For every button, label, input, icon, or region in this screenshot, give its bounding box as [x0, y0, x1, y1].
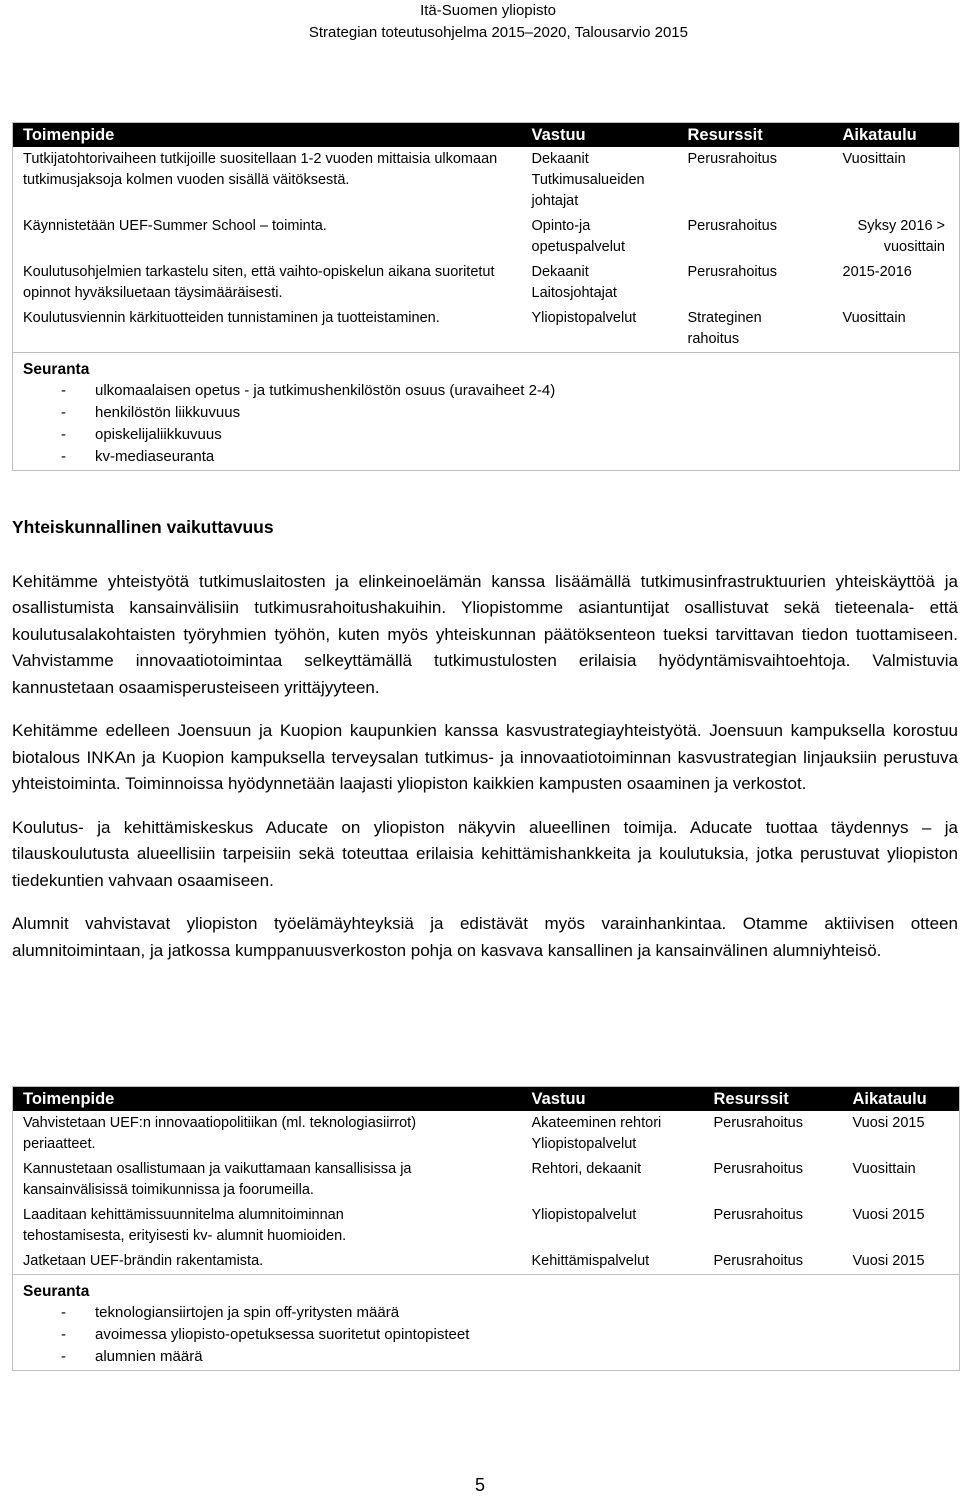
cell-aikataulu: Vuosittain — [842, 310, 906, 326]
cell-resurssit: Perusrahoitus — [687, 218, 777, 234]
cell-vastuu: Yliopistopalvelut — [531, 1207, 637, 1223]
table-row — [13, 260, 960, 306]
cell-resurssit: Perusrahoitus — [687, 151, 777, 167]
list-item: - teknologiansiirtojen ja spin off-yritysten määrä — [23, 1302, 949, 1324]
page-number: 5 — [474, 1475, 485, 1495]
list-item: - opiskelijaliikkuvuus — [23, 424, 949, 446]
cell-resurssit: Strateginen rahoitus — [687, 310, 762, 347]
cell-aikataulu: Vuosi 2015 — [852, 1115, 925, 1131]
column-header-toimenpide: Toimenpide — [13, 123, 522, 148]
seuranta-list — [23, 380, 949, 468]
cell-aikataulu: Vuosi 2015 — [852, 1253, 925, 1269]
column-header-aikataulu: Aikataulu — [843, 1087, 960, 1112]
table-row — [13, 1249, 960, 1275]
cell-aikataulu: Vuosittain — [852, 1161, 916, 1177]
cell-toimenpide: Koulutusviennin kärkituotteiden tunnistaminen ja tuotteistaminen. — [23, 310, 440, 326]
header-document-title: Strategian toteutusohjelma 2015–2020, Talousarvio 2015 — [308, 24, 688, 41]
page-header — [0, 0, 960, 44]
cell-vastuu: Rehtori, dekaanit — [531, 1161, 642, 1177]
seuranta-list — [23, 1302, 949, 1368]
paragraph: Alumnit vahvistavat yliopiston työelämäyhteyksiä ja edistävät myös varainhankintaa. Otamme aktiivisen otteen alumnitoimintaan, ja jatkossa kumppanuusverkoston pohja on kasvava kansallinen ja kansainvälinen alumniyhteisö. — [12, 914, 958, 960]
cell-toimenpide: Koulutusohjelmien tarkastelu siten, että vaihto-opiskelun aikana suoritetut opinnot hyväksiluetaan täysimääräisesti. — [23, 264, 495, 301]
action-table-1 — [12, 122, 960, 471]
cell-resurssit: Perusrahoitus — [713, 1207, 803, 1223]
column-header-vastuu: Vastuu — [522, 1087, 704, 1112]
cell-vastuu: Kehittämispalvelut — [531, 1253, 650, 1269]
cell-toimenpide: Tutkijatohtorivaiheen tutkijoille suositellaan 1-2 vuoden mittaisia ulkomaan tutkimusjaksoja kolmen vuoden sisällä väitöksestä. — [23, 151, 498, 188]
seuranta-title: Seuranta — [23, 1283, 90, 1300]
list-item: - ulkomaalaisen opetus - ja tutkimushenkilöstön osuus (uravaiheet 2-4) — [23, 380, 949, 402]
seuranta-row — [13, 1275, 960, 1371]
cell-toimenpide: Käynnistetään UEF-Summer School – toiminta. — [23, 218, 327, 234]
list-item: - henkilöstön liikkuvuus — [23, 402, 949, 424]
cell-vastuu: Opinto-ja opetuspalvelut — [531, 218, 626, 255]
seuranta-row — [13, 353, 960, 471]
column-header-resurssit: Resurssit — [678, 123, 833, 148]
column-header-resurssit: Resurssit — [704, 1087, 843, 1112]
section-social-impact — [12, 514, 958, 981]
list-item: - alumnien määrä — [23, 1346, 949, 1368]
cell-vastuu: Akateeminen rehtori Yliopistopalvelut — [531, 1115, 662, 1152]
cell-toimenpide: Vahvistetaan UEF:n innovaatiopolitiikan (ml. teknologiasiirrot) periaatteet. — [23, 1115, 417, 1152]
cell-resurssit: Perusrahoitus — [713, 1115, 803, 1131]
cell-vastuu: Dekaanit Laitosjohtajat — [531, 264, 617, 301]
section-title: Yhteiskunnallinen vaikuttavuus — [12, 517, 274, 537]
paragraph: Kehitämme yhteistyötä tutkimuslaitosten ja elinkeinoelämän kanssa lisäämällä tutkimusinfrastruktuurien yhteiskäyttöä ja osallistumista kansainvälisiin tutkimusrahoitushakuihin. Yliopistomme asiantuntijat osallistuvat sekä tieteenala- että koulutusalakohtaisten työryhmien työhön, kuten myös yhteiskunnan päätöksenteon tueksi tarvittavan tiedon tuottamiseen. Vahvistamme innovaatiotoimintaa selkeyttämällä tutkimustulosten erilaisia hyödyntämisvaihtoehtoja. Valmistuvia kannustetaan osaamisperusteiseen yrittäjyyteen. — [12, 571, 958, 697]
list-item: - kv-mediaseuranta — [23, 446, 949, 468]
cell-aikataulu: Vuosi 2015 — [852, 1207, 925, 1223]
table-row — [13, 1111, 960, 1157]
table-row — [13, 214, 960, 260]
cell-vastuu: Yliopistopalvelut — [531, 310, 637, 326]
cell-toimenpide: Jatketaan UEF-brändin rakentamista. — [23, 1253, 264, 1269]
column-header-aikataulu: Aikataulu — [833, 123, 960, 148]
paragraph: Koulutus- ja kehittämiskeskus Aducate on yliopiston näkyvin alueellinen toimija. Aducate tuottaa täydennys – ja tilauskoulutusta alueellisiin tarpeisiin sekä toteuttaa erilaisia kehittämishankkeita ja koulutuksia, jotka perustuvat yliopiston tiedekuntien vahvaan osaamiseen. — [12, 817, 958, 890]
seuranta-cell — [13, 353, 960, 471]
action-table-2 — [12, 1086, 960, 1371]
table-header-row — [13, 1087, 960, 1112]
cell-resurssit: Perusrahoitus — [713, 1161, 803, 1177]
cell-toimenpide: Laaditaan kehittämissuunnitelma alumnitoiminnan tehostamisesta, erityisesti kv- alumnit huomioiden. — [23, 1207, 347, 1244]
cell-aikataulu: Vuosittain — [842, 151, 906, 167]
seuranta-title: Seuranta — [23, 361, 90, 378]
cell-resurssit: Perusrahoitus — [713, 1253, 803, 1269]
cell-aikataulu: 2015-2016 — [842, 264, 912, 280]
paragraph: Kehitämme edelleen Joensuun ja Kuopion kaupunkien kanssa kasvustrategiayhteistyötä. Joensuun kampuksella korostuu biotalous INKAn ja Kuopion kampuksella terveysalan tutkimus- ja innovaatiotoiminnan kasvustrategian linjauksiin perustuva yhteistoiminta. Toiminnoissa hyödynnetään laajasti yliopiston kaikkien kampusten osaaminen ja verkostot. — [12, 721, 958, 793]
seuranta-cell — [13, 1275, 960, 1371]
table-row — [13, 306, 960, 353]
list-item: - avoimessa yliopisto-opetuksessa suoritetut opintopisteet — [23, 1324, 949, 1346]
cell-toimenpide: Kannustetaan osallistumaan ja vaikuttamaan kansallisissa ja kansainvälisissä toimikunnissa ja foorumeilla. — [23, 1161, 412, 1198]
table-row — [13, 1157, 960, 1203]
column-header-toimenpide: Toimenpide — [13, 1087, 522, 1112]
table-row — [13, 147, 960, 214]
header-university: Itä-Suomen yliopisto — [420, 2, 556, 19]
table-row — [13, 1203, 960, 1249]
cell-aikataulu: Syksy 2016 > vuosittain — [857, 218, 945, 255]
cell-vastuu: Dekaanit Tutkimusalueiden johtajat — [531, 151, 645, 209]
cell-resurssit: Perusrahoitus — [687, 264, 777, 280]
table-header-row — [13, 123, 960, 148]
column-header-vastuu: Vastuu — [522, 123, 678, 148]
